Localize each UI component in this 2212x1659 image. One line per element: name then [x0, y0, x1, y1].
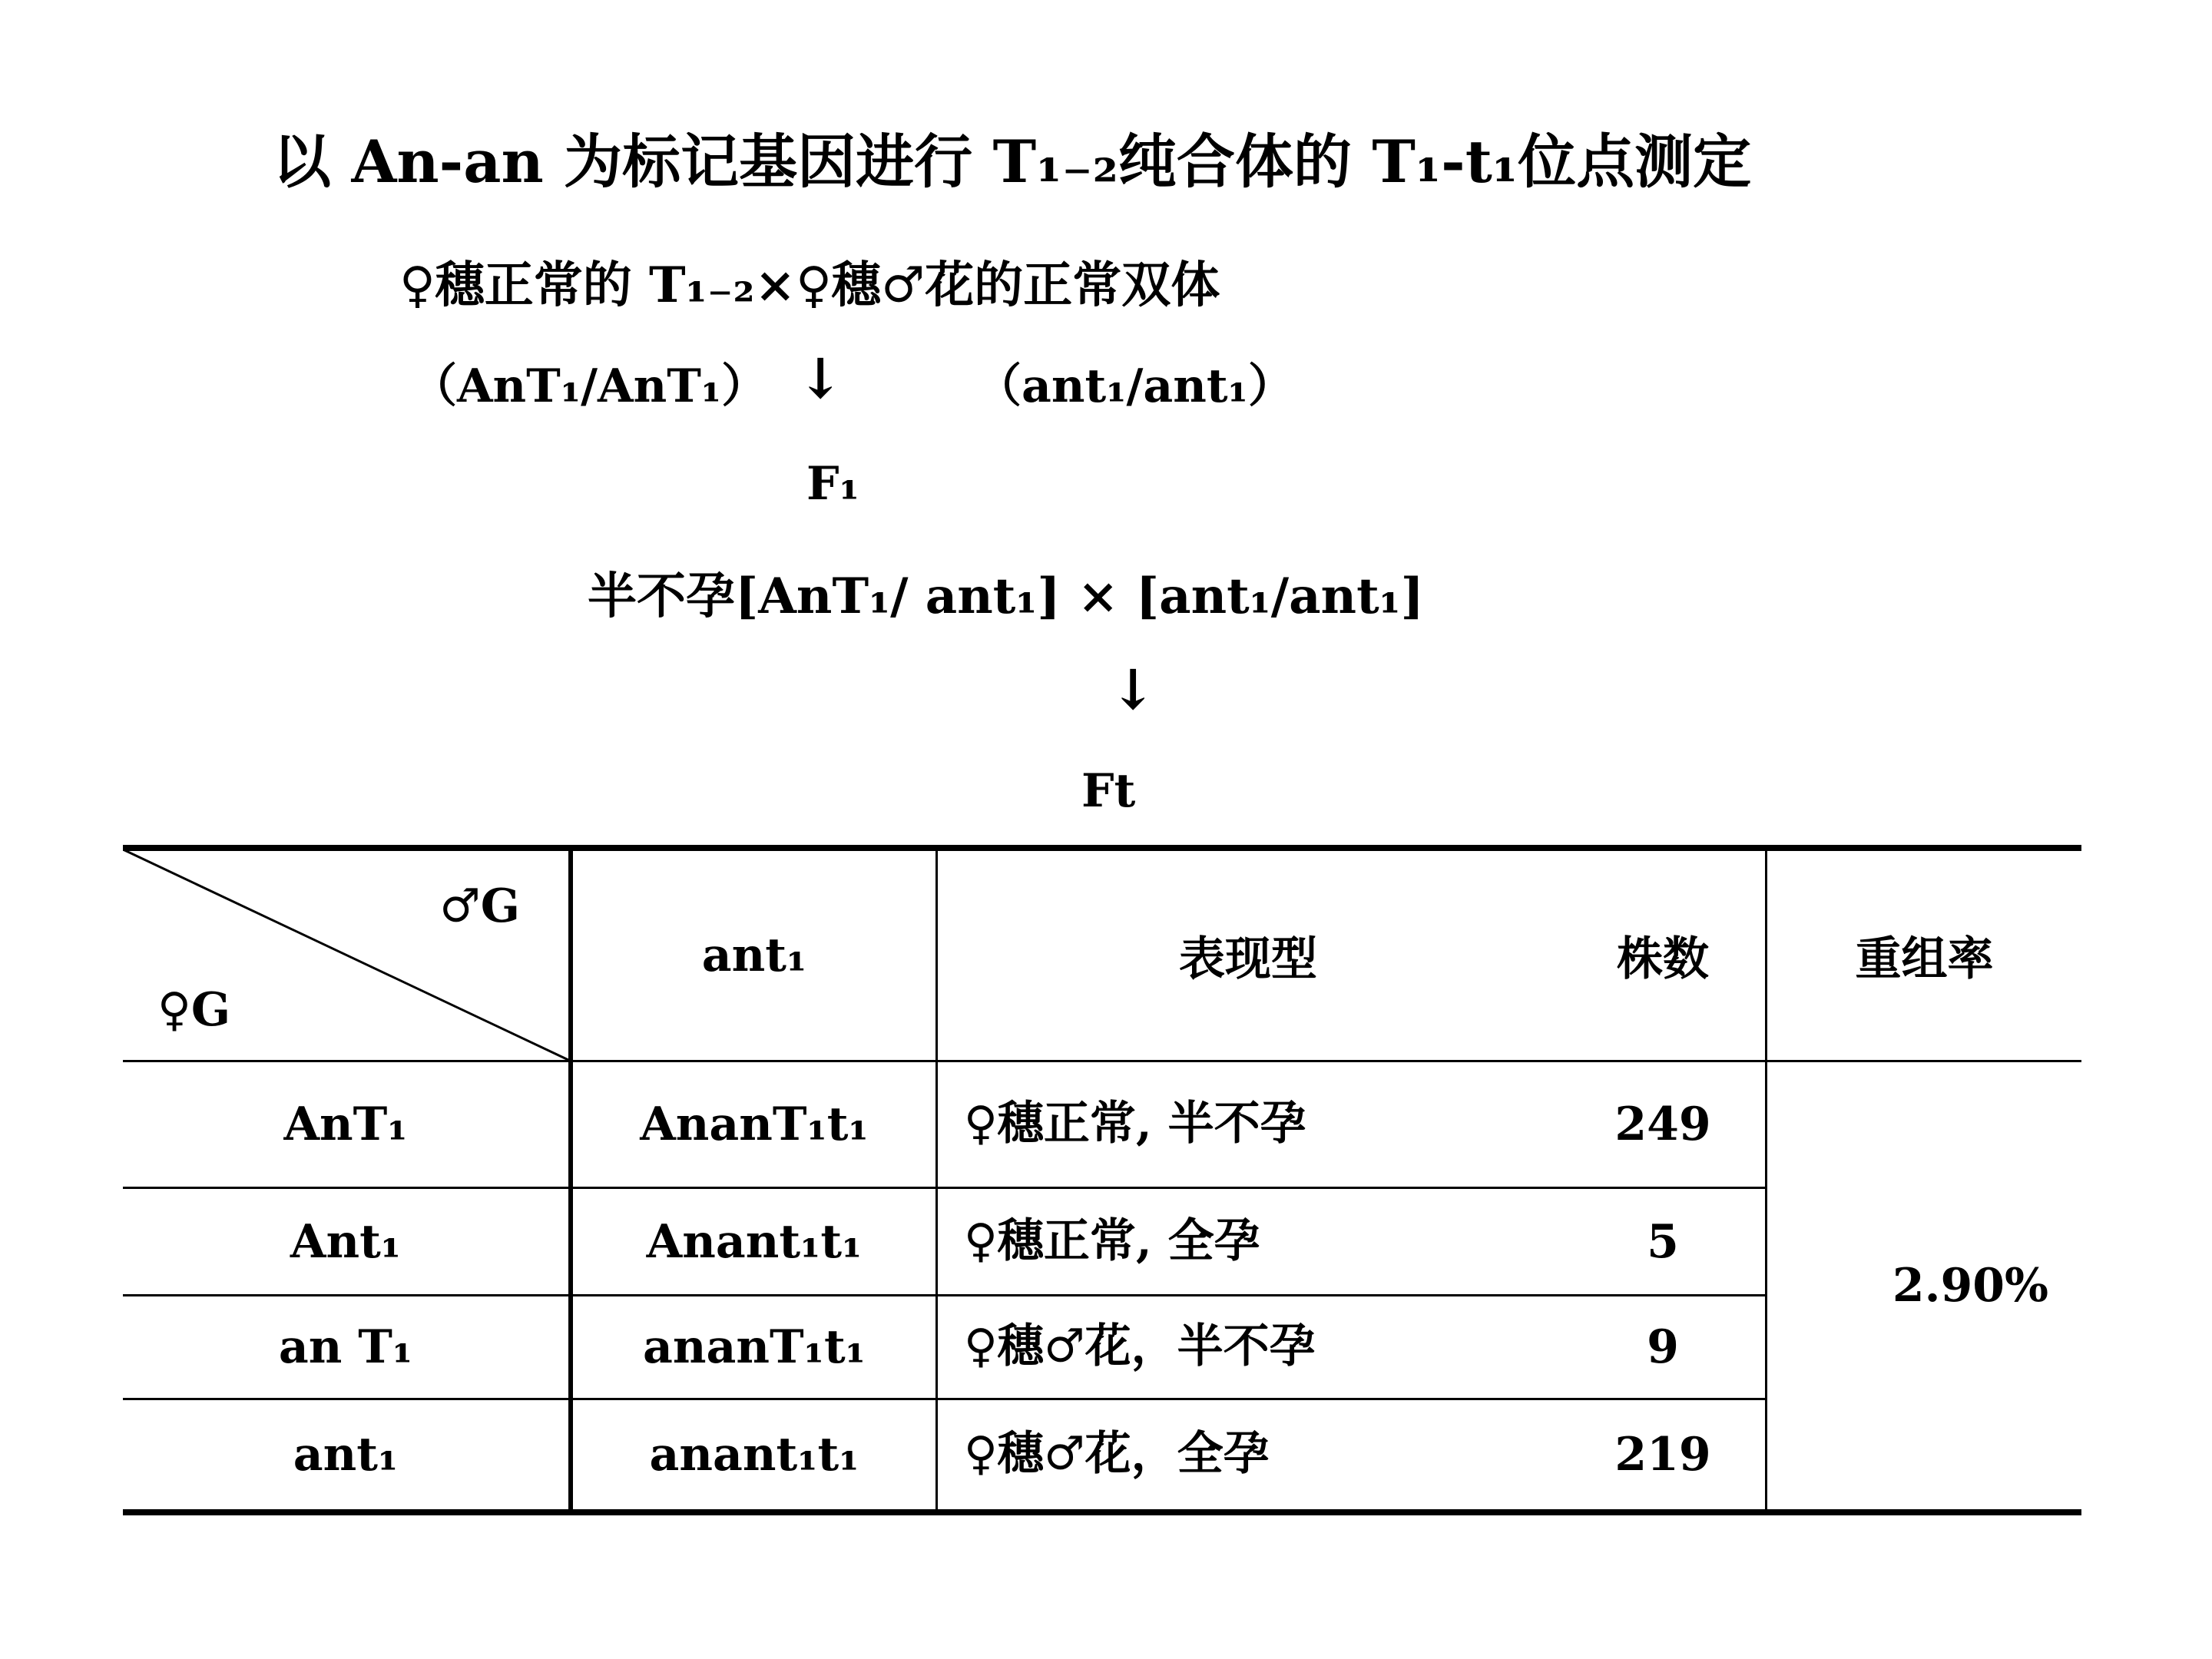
down-arrow-icon: ↓: [797, 346, 844, 411]
parent-right-genotype: （ant₁/ant₁）: [975, 359, 1294, 413]
row-count: 5: [1647, 1214, 1679, 1269]
header-phenotype: 表现型: [1179, 932, 1317, 986]
row-genotype: ananT₁t₁: [643, 1320, 866, 1374]
parent-left-genotype: （AnT₁/AnT₁）: [411, 359, 768, 413]
corner-female-label: ♀G: [157, 983, 231, 1037]
row-count: 249: [1614, 1098, 1711, 1151]
cross-line-parents: ♀穗正常的 T₁₋₂×♀穗♂花的正常双体: [399, 257, 1220, 314]
header-recomb: 重组率: [1855, 932, 1994, 986]
row-phenotype: ♀穗正常, 半不孕: [964, 1097, 1306, 1151]
ft-label: Ft: [1081, 764, 1136, 818]
header-count: 株数: [1617, 932, 1709, 986]
row-gamete: ant₁: [293, 1428, 399, 1482]
down-arrow-icon: ↓: [1110, 657, 1157, 722]
row-genotype: AnanT₁t₁: [640, 1098, 869, 1151]
page-title: 以 An-an 为标记基因进行 T₁₋₂纯合体的 T₁-t₁位点测定: [273, 127, 1752, 196]
table-col-rule: [935, 845, 938, 1515]
row-phenotype: ♀穗♂花，半不孕: [964, 1320, 1316, 1373]
row-phenotype: ♀穗♂花，全孕: [964, 1427, 1270, 1481]
f1-label: F₁: [806, 457, 859, 511]
table-bottom-rule: [123, 1509, 2081, 1515]
testcross-line: 半不孕[AnT₁/ ant₁] × [ant₁/ant₁]: [588, 568, 1424, 625]
row-genotype: Anant₁t₁: [646, 1214, 863, 1269]
corner-male-label: ♂G: [439, 879, 521, 933]
recomb-rate-value: 2.90%: [1892, 1259, 2049, 1313]
row-gamete: AnT₁: [283, 1098, 408, 1151]
row-gamete: an T₁: [278, 1320, 413, 1374]
row-count: 9: [1647, 1320, 1679, 1374]
row-count: 219: [1614, 1428, 1711, 1482]
row-genotype: anant₁t₁: [649, 1428, 859, 1482]
header-gamete: ant₁: [701, 929, 807, 982]
row-phenotype: ♀穗正常, 全孕: [964, 1214, 1260, 1268]
row-gamete: Ant₁: [290, 1214, 402, 1269]
